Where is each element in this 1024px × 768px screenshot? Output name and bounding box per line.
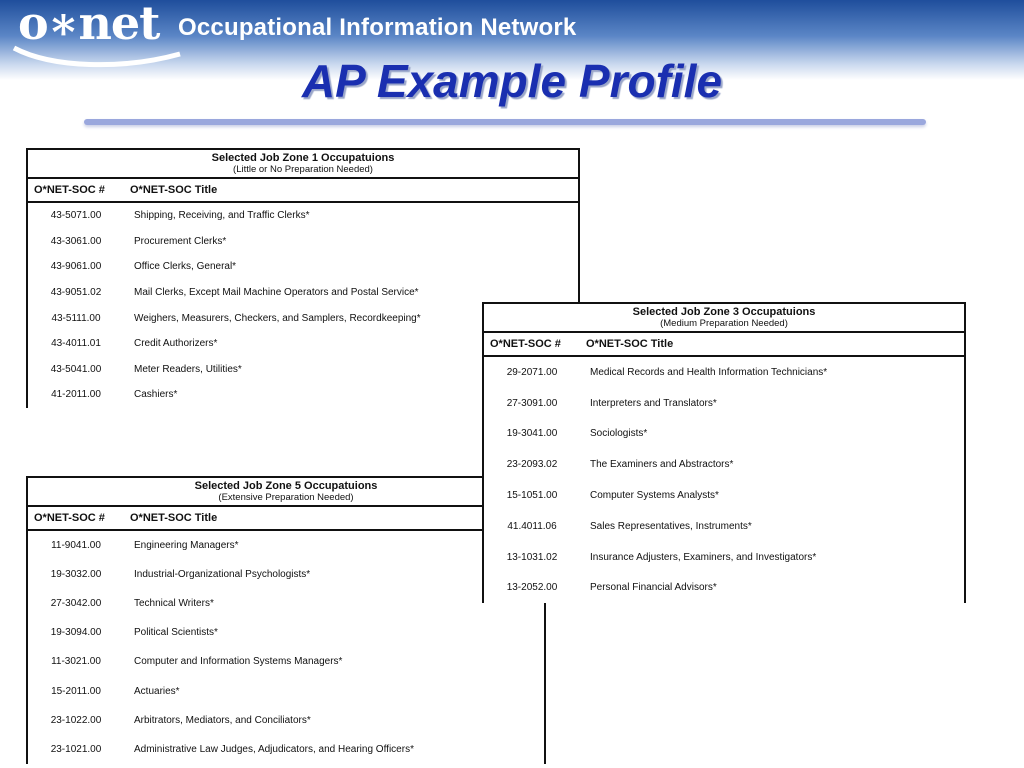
soc-code: 11-3021.00 bbox=[51, 656, 101, 668]
occupation-title: Administrative Law Judges, Adjudicators, and Hearing Officers* bbox=[134, 743, 414, 755]
occupation-title: Meter Readers, Utilities* bbox=[134, 363, 242, 375]
soc-code: 43-3061.00 bbox=[50, 235, 102, 247]
zone1-header bbox=[27, 149, 579, 178]
title-divider bbox=[84, 119, 926, 125]
soc-code: 41.4011.06 bbox=[507, 520, 557, 532]
occupation-title: Mail Clerks, Except Mail Machine Operators and Postal Service* bbox=[134, 287, 419, 299]
table-row bbox=[27, 589, 545, 618]
zone5-subtitle: (Extensive Preparation Needed) bbox=[218, 492, 354, 503]
table-row bbox=[27, 560, 545, 589]
table-row bbox=[483, 573, 965, 604]
occupation-title: Arbitrators, Mediators, and Conciliators* bbox=[134, 714, 311, 726]
table-row bbox=[27, 735, 545, 764]
column-title-header: O*NET-SOC Title bbox=[586, 338, 674, 350]
occupation-title: Actuaries* bbox=[134, 685, 180, 697]
occupation-title: Interpreters and Translators* bbox=[590, 397, 717, 409]
zone5-header bbox=[27, 477, 545, 506]
occupation-title: Procurement Clerks* bbox=[134, 235, 227, 247]
table-row bbox=[483, 449, 965, 480]
table-row bbox=[27, 530, 545, 560]
zone5-title: Selected Job Zone 5 Occupatuions bbox=[194, 480, 378, 492]
occupation-title: Weighers, Measurers, Checkers, and Samplers, Recordkeeping* bbox=[134, 312, 421, 324]
table-row bbox=[483, 542, 965, 573]
occupation-title: Engineering Managers* bbox=[134, 540, 239, 552]
occupation-title: Computer Systems Analysts* bbox=[590, 490, 719, 502]
occupation-title: Medical Records and Health Information Technicians* bbox=[590, 366, 828, 378]
soc-code: 23-1022.00 bbox=[50, 714, 102, 726]
column-code-header: O*NET-SOC # bbox=[490, 338, 561, 350]
soc-code: 43-4011.01 bbox=[51, 338, 101, 350]
soc-code: 15-1051.00 bbox=[506, 490, 558, 502]
zone3-table bbox=[482, 302, 966, 603]
soc-code: 41-2011.00 bbox=[51, 389, 101, 401]
soc-code: 43-5041.00 bbox=[50, 363, 102, 375]
column-code-header: O*NET-SOC # bbox=[34, 512, 105, 524]
table-row bbox=[483, 356, 965, 388]
soc-code: 19-3041.00 bbox=[506, 428, 558, 440]
occupation-title: Personal Financial Advisors* bbox=[590, 582, 717, 594]
occupation-title: Computer and Information Systems Managers* bbox=[134, 656, 343, 668]
onet-logo: o∗net bbox=[18, 0, 160, 50]
zone1-title: Selected Job Zone 1 Occupatuions bbox=[211, 152, 395, 164]
table-row bbox=[27, 202, 579, 229]
zone5-table bbox=[26, 476, 546, 764]
table-row bbox=[483, 511, 965, 542]
soc-code: 11-9041.00 bbox=[51, 540, 101, 552]
column-code-header: O*NET-SOC # bbox=[34, 184, 105, 196]
column-title-header: O*NET-SOC Title bbox=[130, 184, 218, 196]
soc-code: 13-2052.00 bbox=[506, 582, 558, 594]
soc-code: 43-9051.02 bbox=[50, 287, 102, 299]
occupation-title: Technical Writers* bbox=[134, 598, 214, 610]
column-title-header: O*NET-SOC Title bbox=[130, 512, 218, 524]
occupation-title: The Examiners and Abstractors* bbox=[590, 459, 734, 471]
table-row bbox=[27, 647, 545, 676]
occupation-title: Office Clerks, General* bbox=[134, 261, 237, 273]
table-row bbox=[483, 419, 965, 450]
slide-title: AP Example Profile bbox=[301, 55, 723, 107]
zone3-header bbox=[483, 303, 965, 332]
soc-code: 29-2071.00 bbox=[506, 366, 558, 378]
soc-code: 27-3091.00 bbox=[506, 397, 558, 409]
zone3-title: Selected Job Zone 3 Occupatuions bbox=[632, 306, 816, 318]
occupation-title: Industrial-Organizational Psychologists* bbox=[134, 569, 311, 581]
soc-code: 23-2093.02 bbox=[506, 459, 558, 471]
occupation-title: Cashiers* bbox=[134, 389, 178, 401]
occupation-title: Sociologists* bbox=[590, 428, 648, 440]
zone5-column-header bbox=[27, 506, 545, 530]
table-row bbox=[27, 229, 579, 255]
table-row bbox=[483, 480, 965, 511]
soc-code: 19-3094.00 bbox=[50, 627, 102, 639]
occupation-title: Insurance Adjusters, Examiners, and Investigators* bbox=[590, 551, 817, 563]
soc-code: 27-3042.00 bbox=[50, 598, 102, 610]
table-row bbox=[27, 254, 579, 280]
zone1-column-header bbox=[27, 178, 579, 202]
table-row bbox=[27, 618, 545, 647]
soc-code: 43-5071.00 bbox=[50, 210, 102, 222]
table-row bbox=[27, 676, 545, 705]
occupation-title: Sales Representatives, Instruments* bbox=[590, 520, 752, 532]
network-title: Occupational Information Network bbox=[178, 14, 577, 41]
soc-code: 43-9061.00 bbox=[50, 261, 102, 273]
soc-code: 23-1021.00 bbox=[50, 743, 102, 755]
soc-code: 15-2011.00 bbox=[51, 685, 101, 697]
soc-code: 19-3032.00 bbox=[50, 569, 102, 581]
occupation-title: Shipping, Receiving, and Traffic Clerks* bbox=[134, 210, 310, 222]
zone3-column-header bbox=[483, 332, 965, 356]
zone3-subtitle: (Medium Preparation Needed) bbox=[660, 318, 788, 329]
table-row bbox=[27, 706, 545, 735]
zone1-subtitle: (Little or No Preparation Needed) bbox=[233, 164, 373, 175]
occupation-title: Political Scientists* bbox=[134, 627, 218, 639]
soc-code: 13-1031.02 bbox=[506, 551, 558, 563]
table-row bbox=[483, 388, 965, 419]
occupation-title: Credit Authorizers* bbox=[134, 338, 218, 350]
soc-code: 43-5111.00 bbox=[51, 312, 101, 324]
